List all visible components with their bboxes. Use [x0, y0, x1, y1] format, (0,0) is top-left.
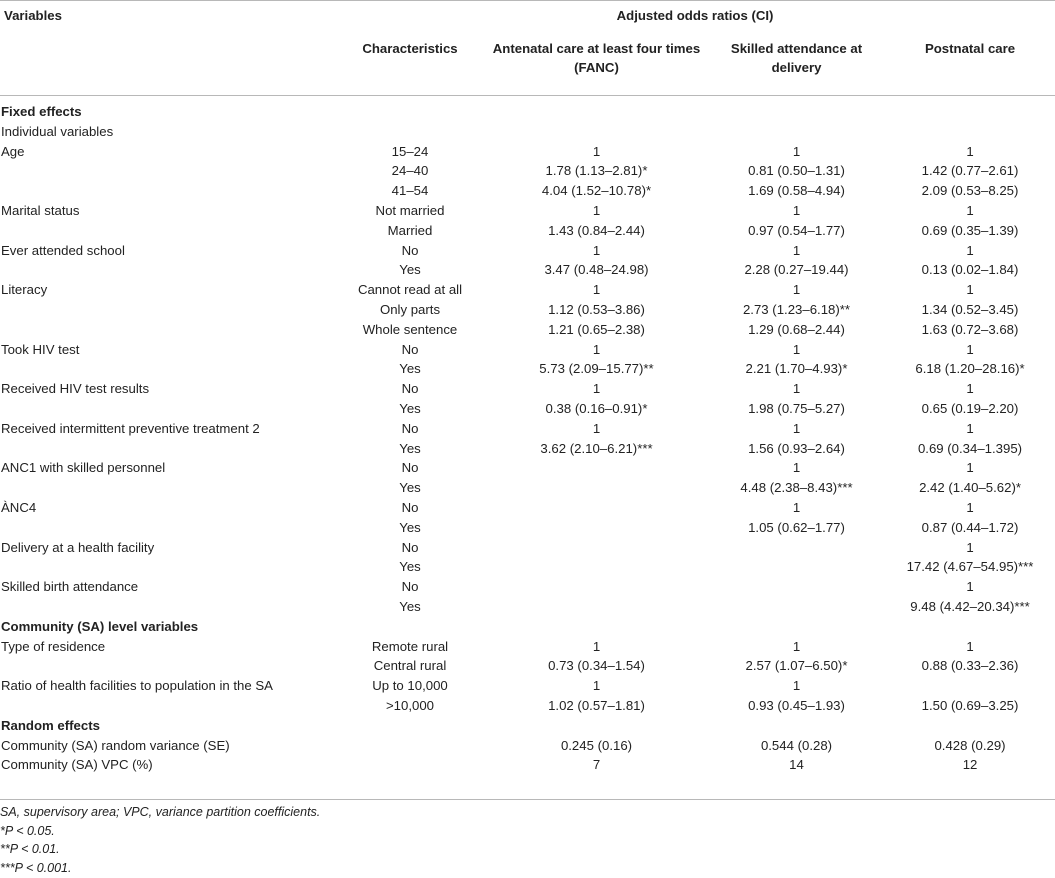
characteristic-cell: 24–40	[391, 163, 429, 179]
table-row	[0, 122, 1055, 142]
antenatal-value-cell: 1.02 (0.57–1.81)	[548, 697, 645, 713]
skilled-value-cell	[708, 597, 885, 617]
section-row	[0, 617, 1055, 637]
variable-cell	[0, 359, 335, 379]
variable-cell	[0, 399, 335, 419]
postnatal-value-cell: 17.42 (4.67–54.95)***	[906, 559, 1034, 575]
characteristic-cell: 15–24	[391, 143, 429, 159]
antenatal-value-cell	[485, 458, 708, 478]
variable-cell	[0, 300, 335, 320]
skilled-value-cell: 2.57 (1.07–6.50)*	[745, 658, 848, 674]
table-row	[0, 340, 1055, 360]
table-row	[0, 736, 1055, 756]
skilled-value-cell: 0.93 (0.45–1.93)	[748, 697, 845, 713]
antenatal-value-cell: 3.62 (2.10–6.21)***	[540, 440, 653, 456]
antenatal-value-cell: 1.12 (0.53–3.86)	[548, 301, 645, 317]
skilled-value-cell: 1	[792, 499, 801, 515]
variable-cell: Ever attended school	[1, 242, 125, 258]
characteristic-cell: Remote rural	[371, 638, 449, 654]
skilled-value-cell: 1	[792, 143, 801, 159]
variable-cell	[0, 260, 335, 280]
header-variables: Variables	[0, 1, 335, 30]
postnatal-value-cell: 1	[966, 282, 974, 298]
variable-cell: Ratio of health facilities to population in the SA	[1, 678, 273, 694]
characteristic-cell: Yes	[399, 440, 421, 456]
section-heading: Random effects	[1, 717, 100, 733]
table-row	[0, 399, 1055, 419]
antenatal-value-cell	[485, 577, 708, 597]
antenatal-value-cell: 1.43 (0.84–2.44)	[548, 222, 645, 238]
characteristic-cell: Not married	[375, 202, 445, 218]
table-row	[0, 320, 1055, 340]
variable-cell: ANC1 with skilled personnel	[1, 460, 166, 476]
table-row	[0, 359, 1055, 379]
characteristic-cell: Whole sentence	[362, 321, 458, 337]
variable-cell: Delivery at a health facility	[1, 539, 155, 555]
antenatal-value-cell: 0.73 (0.34–1.54)	[548, 658, 645, 674]
variable-cell: Type of residence	[1, 638, 106, 654]
skilled-value-cell: 1.29 (0.68–2.44)	[748, 321, 845, 337]
variable-cell	[0, 518, 335, 538]
postnatal-value-cell: 6.18 (1.20–28.16)*	[915, 361, 1025, 377]
antenatal-value-cell	[485, 538, 708, 558]
antenatal-value-cell: 1	[592, 678, 601, 694]
antenatal-value-cell	[485, 557, 708, 577]
postnatal-value-cell: 0.13 (0.02–1.84)	[921, 262, 1019, 278]
postnatal-value-cell: 1.34 (0.52–3.45)	[921, 301, 1019, 317]
postnatal-value-cell: 0.428 (0.29)	[934, 737, 1006, 753]
postnatal-value-cell: 2.42 (1.40–5.62)*	[919, 480, 1021, 496]
postnatal-value-cell: 1	[966, 202, 974, 218]
table-row	[0, 161, 1055, 181]
variable-cell	[0, 478, 335, 498]
postnatal-value-cell: 1	[966, 242, 974, 258]
variable-cell: Community (SA) random variance (SE)	[1, 737, 230, 753]
postnatal-value-cell: 1	[966, 579, 974, 595]
variable-cell: Age	[1, 143, 25, 159]
section-heading: Community (SA) level variables	[1, 618, 199, 634]
table-row	[0, 260, 1055, 280]
skilled-value-cell	[708, 557, 885, 577]
variable-cell	[0, 696, 335, 716]
postnatal-value-cell: 1	[966, 638, 974, 654]
antenatal-value-cell: 0.245 (0.16)	[560, 737, 633, 753]
table-row	[0, 458, 1055, 478]
table-row	[0, 379, 1055, 399]
postnatal-value-cell: 0.69 (0.35–1.39)	[921, 222, 1019, 238]
postnatal-value-cell: 1	[966, 460, 974, 476]
section-row	[0, 96, 1055, 122]
characteristic-cell: Yes	[399, 400, 421, 416]
characteristic-cell: Yes	[399, 262, 421, 278]
variable-cell	[0, 320, 335, 340]
antenatal-value-cell: 0.38 (0.16–0.91)*	[545, 400, 648, 416]
section-row	[0, 716, 1055, 736]
characteristic-cell: Yes	[399, 559, 421, 575]
table-row	[0, 181, 1055, 201]
variable-cell: Received intermittent preventive treatment 2	[1, 420, 260, 436]
characteristic-cell: 41–54	[391, 183, 429, 199]
characteristic-cell: Central rural	[373, 658, 447, 674]
skilled-value-cell: 1	[792, 460, 801, 476]
header-adjusted-odds-ratios: Adjusted odds ratios (CI)	[335, 1, 1055, 30]
table-row	[0, 557, 1055, 577]
header-postnatal-care: Postnatal care	[885, 29, 1055, 96]
antenatal-value-cell	[485, 597, 708, 617]
antenatal-value-cell	[485, 122, 708, 142]
antenatal-value-cell: 1	[592, 381, 601, 397]
skilled-value-cell: 1	[792, 678, 801, 694]
skilled-value-cell: 1.05 (0.62–1.77)	[748, 519, 845, 535]
variable-cell	[0, 221, 335, 241]
variable-cell	[0, 597, 335, 617]
characteristic-cell: Only parts	[379, 301, 441, 317]
characteristic-cell: No	[401, 420, 419, 436]
table-row	[0, 597, 1055, 617]
table-row	[0, 478, 1055, 498]
table-row	[0, 676, 1055, 696]
postnatal-value-cell: 1	[966, 143, 974, 159]
skilled-value-cell: 1.69 (0.58–4.94)	[748, 183, 845, 199]
skilled-value-cell	[708, 538, 885, 558]
antenatal-value-cell	[485, 518, 708, 538]
antenatal-value-cell: 1	[592, 638, 601, 654]
postnatal-value-cell: 0.87 (0.44–1.72)	[921, 519, 1019, 535]
characteristic-cell: Yes	[399, 519, 421, 535]
antenatal-value-cell: 7	[592, 757, 601, 773]
skilled-value-cell: 4.48 (2.38–8.43)***	[740, 480, 853, 496]
characteristic-cell: >10,000	[385, 697, 435, 713]
characteristic-cell: Yes	[399, 598, 421, 614]
table-body	[0, 96, 1055, 776]
postnatal-value-cell: 1.63 (0.72–3.68)	[921, 321, 1019, 337]
characteristic-cell: Married	[387, 222, 433, 238]
skilled-value-cell: 1	[792, 202, 801, 218]
section-heading: Fixed effects	[1, 104, 82, 119]
antenatal-value-cell: 4.04 (1.52–10.78)*	[541, 183, 652, 199]
variable-cell	[0, 557, 335, 577]
variable-cell: Received HIV test results	[1, 381, 150, 397]
table-row	[0, 300, 1055, 320]
postnatal-value-cell: 9.48 (4.42–20.34)***	[910, 598, 1030, 614]
variable-cell: Individual variables	[1, 123, 114, 139]
postnatal-value-cell	[885, 676, 1055, 696]
skilled-value-cell: 14	[789, 757, 804, 773]
characteristic-cell: No	[401, 579, 419, 595]
antenatal-value-cell	[485, 478, 708, 498]
table-row	[0, 755, 1055, 775]
skilled-value-cell: 0.97 (0.54–1.77)	[748, 222, 845, 238]
postnatal-value-cell: 0.69 (0.34–1.395)	[917, 440, 1023, 456]
antenatal-value-cell: 3.47 (0.48–24.98)	[544, 262, 649, 278]
table-row	[0, 439, 1055, 459]
postnatal-value-cell: 1	[966, 341, 974, 357]
characteristic-cell: Yes	[399, 361, 421, 377]
characteristic-cell: No	[401, 499, 419, 515]
skilled-value-cell: 2.28 (0.27–19.44)	[744, 262, 849, 278]
table-row	[0, 419, 1055, 439]
table-row	[0, 518, 1055, 538]
postnatal-value-cell: 0.65 (0.19–2.20)	[921, 400, 1019, 416]
antenatal-value-cell: 1.21 (0.65–2.38)	[548, 321, 645, 337]
footnote-p-0001: ***P < 0.001.	[0, 861, 72, 876]
antenatal-value-cell: 1	[592, 143, 601, 159]
skilled-value-cell: 1	[792, 638, 801, 654]
skilled-value-cell	[708, 122, 885, 142]
characteristic-cell: No	[401, 539, 419, 555]
characteristic-cell: Cannot read at all	[357, 282, 463, 298]
table-row	[0, 696, 1055, 716]
characteristic-cell: Yes	[399, 480, 421, 496]
variable-cell	[0, 181, 335, 201]
variable-cell: Took HIV test	[1, 341, 80, 357]
variable-cell: Marital status	[1, 202, 80, 218]
skilled-value-cell: 0.544 (0.28)	[760, 737, 833, 753]
header-antenatal-care: Antenatal care at least four times (FANC)	[485, 29, 708, 96]
characteristic-cell	[335, 736, 485, 756]
header-characteristics: Characteristics	[335, 29, 485, 96]
skilled-value-cell: 2.73 (1.23–6.18)**	[742, 301, 851, 317]
antenatal-value-cell: 1	[592, 242, 601, 258]
antenatal-value-cell: 1	[592, 282, 601, 298]
table-row	[0, 142, 1055, 162]
skilled-value-cell: 2.21 (1.70–4.93)*	[745, 361, 848, 377]
skilled-value-cell: 1	[792, 420, 801, 436]
variable-cell: ÀNC4	[1, 499, 37, 515]
table-row	[0, 241, 1055, 261]
variable-cell	[0, 161, 335, 181]
postnatal-value-cell: 1	[966, 539, 974, 555]
skilled-value-cell: 1	[792, 341, 801, 357]
table-footnotes	[0, 799, 1055, 878]
skilled-value-cell: 1	[792, 242, 801, 258]
postnatal-value-cell: 12	[962, 757, 978, 773]
antenatal-value-cell: 1	[592, 420, 601, 436]
antenatal-value-cell	[485, 498, 708, 518]
variable-cell	[0, 656, 335, 676]
antenatal-value-cell: 5.73 (2.09–15.77)**	[539, 361, 654, 377]
postnatal-value-cell: 1	[966, 499, 974, 515]
variable-cell: Literacy	[1, 282, 48, 298]
characteristic-cell: No	[401, 341, 419, 357]
antenatal-value-cell: 1	[592, 341, 601, 357]
footnote-p-005: *P < 0.05.	[0, 823, 55, 838]
table-row	[0, 498, 1055, 518]
table-row	[0, 577, 1055, 597]
postnatal-value-cell: 1.50 (0.69–3.25)	[921, 697, 1019, 713]
footnote-p-001: **P < 0.01.	[0, 842, 60, 857]
skilled-value-cell: 1	[792, 381, 801, 397]
antenatal-value-cell: 1	[592, 202, 601, 218]
skilled-value-cell: 1	[792, 282, 801, 298]
variable-cell: Community (SA) VPC (%)	[1, 757, 153, 773]
postnatal-value-cell: 1.42 (0.77–2.61)	[921, 163, 1019, 179]
characteristic-cell	[335, 122, 485, 142]
postnatal-value-cell: 1	[966, 420, 974, 436]
skilled-value-cell: 1.56 (0.93–2.64)	[748, 440, 845, 456]
postnatal-value-cell: 2.09 (0.53–8.25)	[921, 183, 1019, 199]
postnatal-value-cell: 0.88 (0.33–2.36)	[921, 658, 1019, 674]
table-row	[0, 656, 1055, 676]
header-empty	[0, 29, 335, 96]
table-row	[0, 538, 1055, 558]
characteristic-cell: No	[401, 242, 419, 258]
variable-cell	[0, 439, 335, 459]
characteristic-cell: No	[401, 460, 419, 476]
skilled-value-cell: 1.98 (0.75–5.27)	[748, 400, 845, 416]
table-row	[0, 201, 1055, 221]
characteristic-cell	[335, 755, 485, 775]
table-row	[0, 280, 1055, 300]
skilled-value-cell	[708, 577, 885, 597]
footnote-abbreviations: SA, supervisory area; VPC, variance partition coefficients.	[0, 805, 321, 819]
table-row	[0, 221, 1055, 241]
antenatal-value-cell: 1.78 (1.13–2.81)*	[545, 163, 648, 179]
characteristic-cell: No	[401, 381, 419, 397]
characteristic-cell: Up to 10,000	[372, 678, 448, 694]
postnatal-value-cell: 1	[966, 381, 974, 397]
skilled-value-cell: 0.81 (0.50–1.31)	[748, 163, 845, 179]
variable-cell: Skilled birth attendance	[1, 579, 139, 595]
header-skilled-attendance: Skilled attendance at delivery	[708, 29, 885, 96]
table-row	[0, 637, 1055, 657]
postnatal-value-cell	[885, 122, 1055, 142]
